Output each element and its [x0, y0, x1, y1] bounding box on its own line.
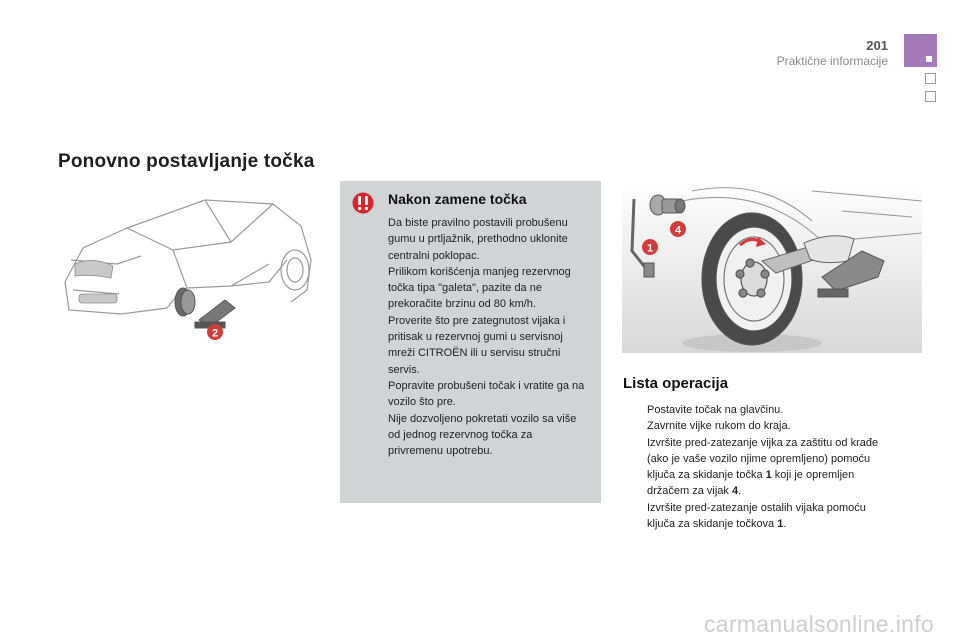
- watermark: carmanualsonline.info: [703, 611, 934, 637]
- list-item: Izvršite pred-zatezanje vijka za zaštitu od krađe (ako je vaše vozilo njime opremljeno) pomoću ključa za skidanje točka 1 koji je opremljen držačem za vijak 4.: [647, 436, 879, 498]
- list-item: Postavite točak na glavčinu.: [647, 404, 784, 416]
- callout-number-2: 2: [211, 327, 219, 340]
- wheel-bolt-illustration: [622, 181, 922, 353]
- note-paragraph: Proverite što pre zategnutost vijaka i pritisak u rezervnoj gumi u servisnoj mreži CITROËN ili u servisu stručni servis.: [388, 314, 566, 376]
- page-number: 201: [866, 38, 888, 53]
- callout-2: [207, 324, 223, 340]
- chapter-tab[interactable]: [925, 73, 936, 84]
- callout-number-4: 4: [674, 224, 682, 237]
- list-item: Zavrnite vijke rukom do kraja.: [647, 420, 791, 433]
- warning-note-box: [340, 181, 601, 503]
- tab-square-icon: [926, 56, 932, 62]
- operations-list: [623, 402, 893, 532]
- list-item: Izvršite pred-zatezanje ostalih vijaka pomoću ključa za skidanje točkova 1.: [647, 501, 866, 531]
- callout-1: [642, 239, 658, 255]
- note-paragraph: Popravite probušeni točak i vratite ga na vozilo što pre.: [388, 379, 585, 409]
- note-title: Nakon zamene točka: [388, 191, 527, 207]
- section-title: Praktične informacije: [776, 54, 888, 68]
- note-body: [388, 215, 588, 459]
- callout-number-1: 1: [646, 242, 654, 255]
- note-paragraph: Nije dozvoljeno pokretati vozilo sa više od jednog rezervnog točka za privremenu upotrebu.: [388, 412, 577, 458]
- car-jack-illustration: [55, 190, 320, 350]
- chapter-tab[interactable]: [925, 91, 936, 102]
- chapter-tab-active[interactable]: [904, 34, 937, 67]
- note-paragraph: Prilikom korišćenja manjeg rezervnog točka tipa "galeta", pazite da ne prekoračite brzinu od 80 km/h.: [388, 265, 571, 311]
- callout-4: [670, 221, 686, 237]
- note-paragraph: Da biste pravilno postavili probušenu gumu u prtljažnik, prethodno uklonite centralni poklopac.: [388, 217, 568, 262]
- page-title: Ponovno postavljanje točka: [58, 151, 315, 172]
- operations-title: Lista operacija: [623, 375, 729, 392]
- warning-exclamation-icon: [352, 192, 374, 214]
